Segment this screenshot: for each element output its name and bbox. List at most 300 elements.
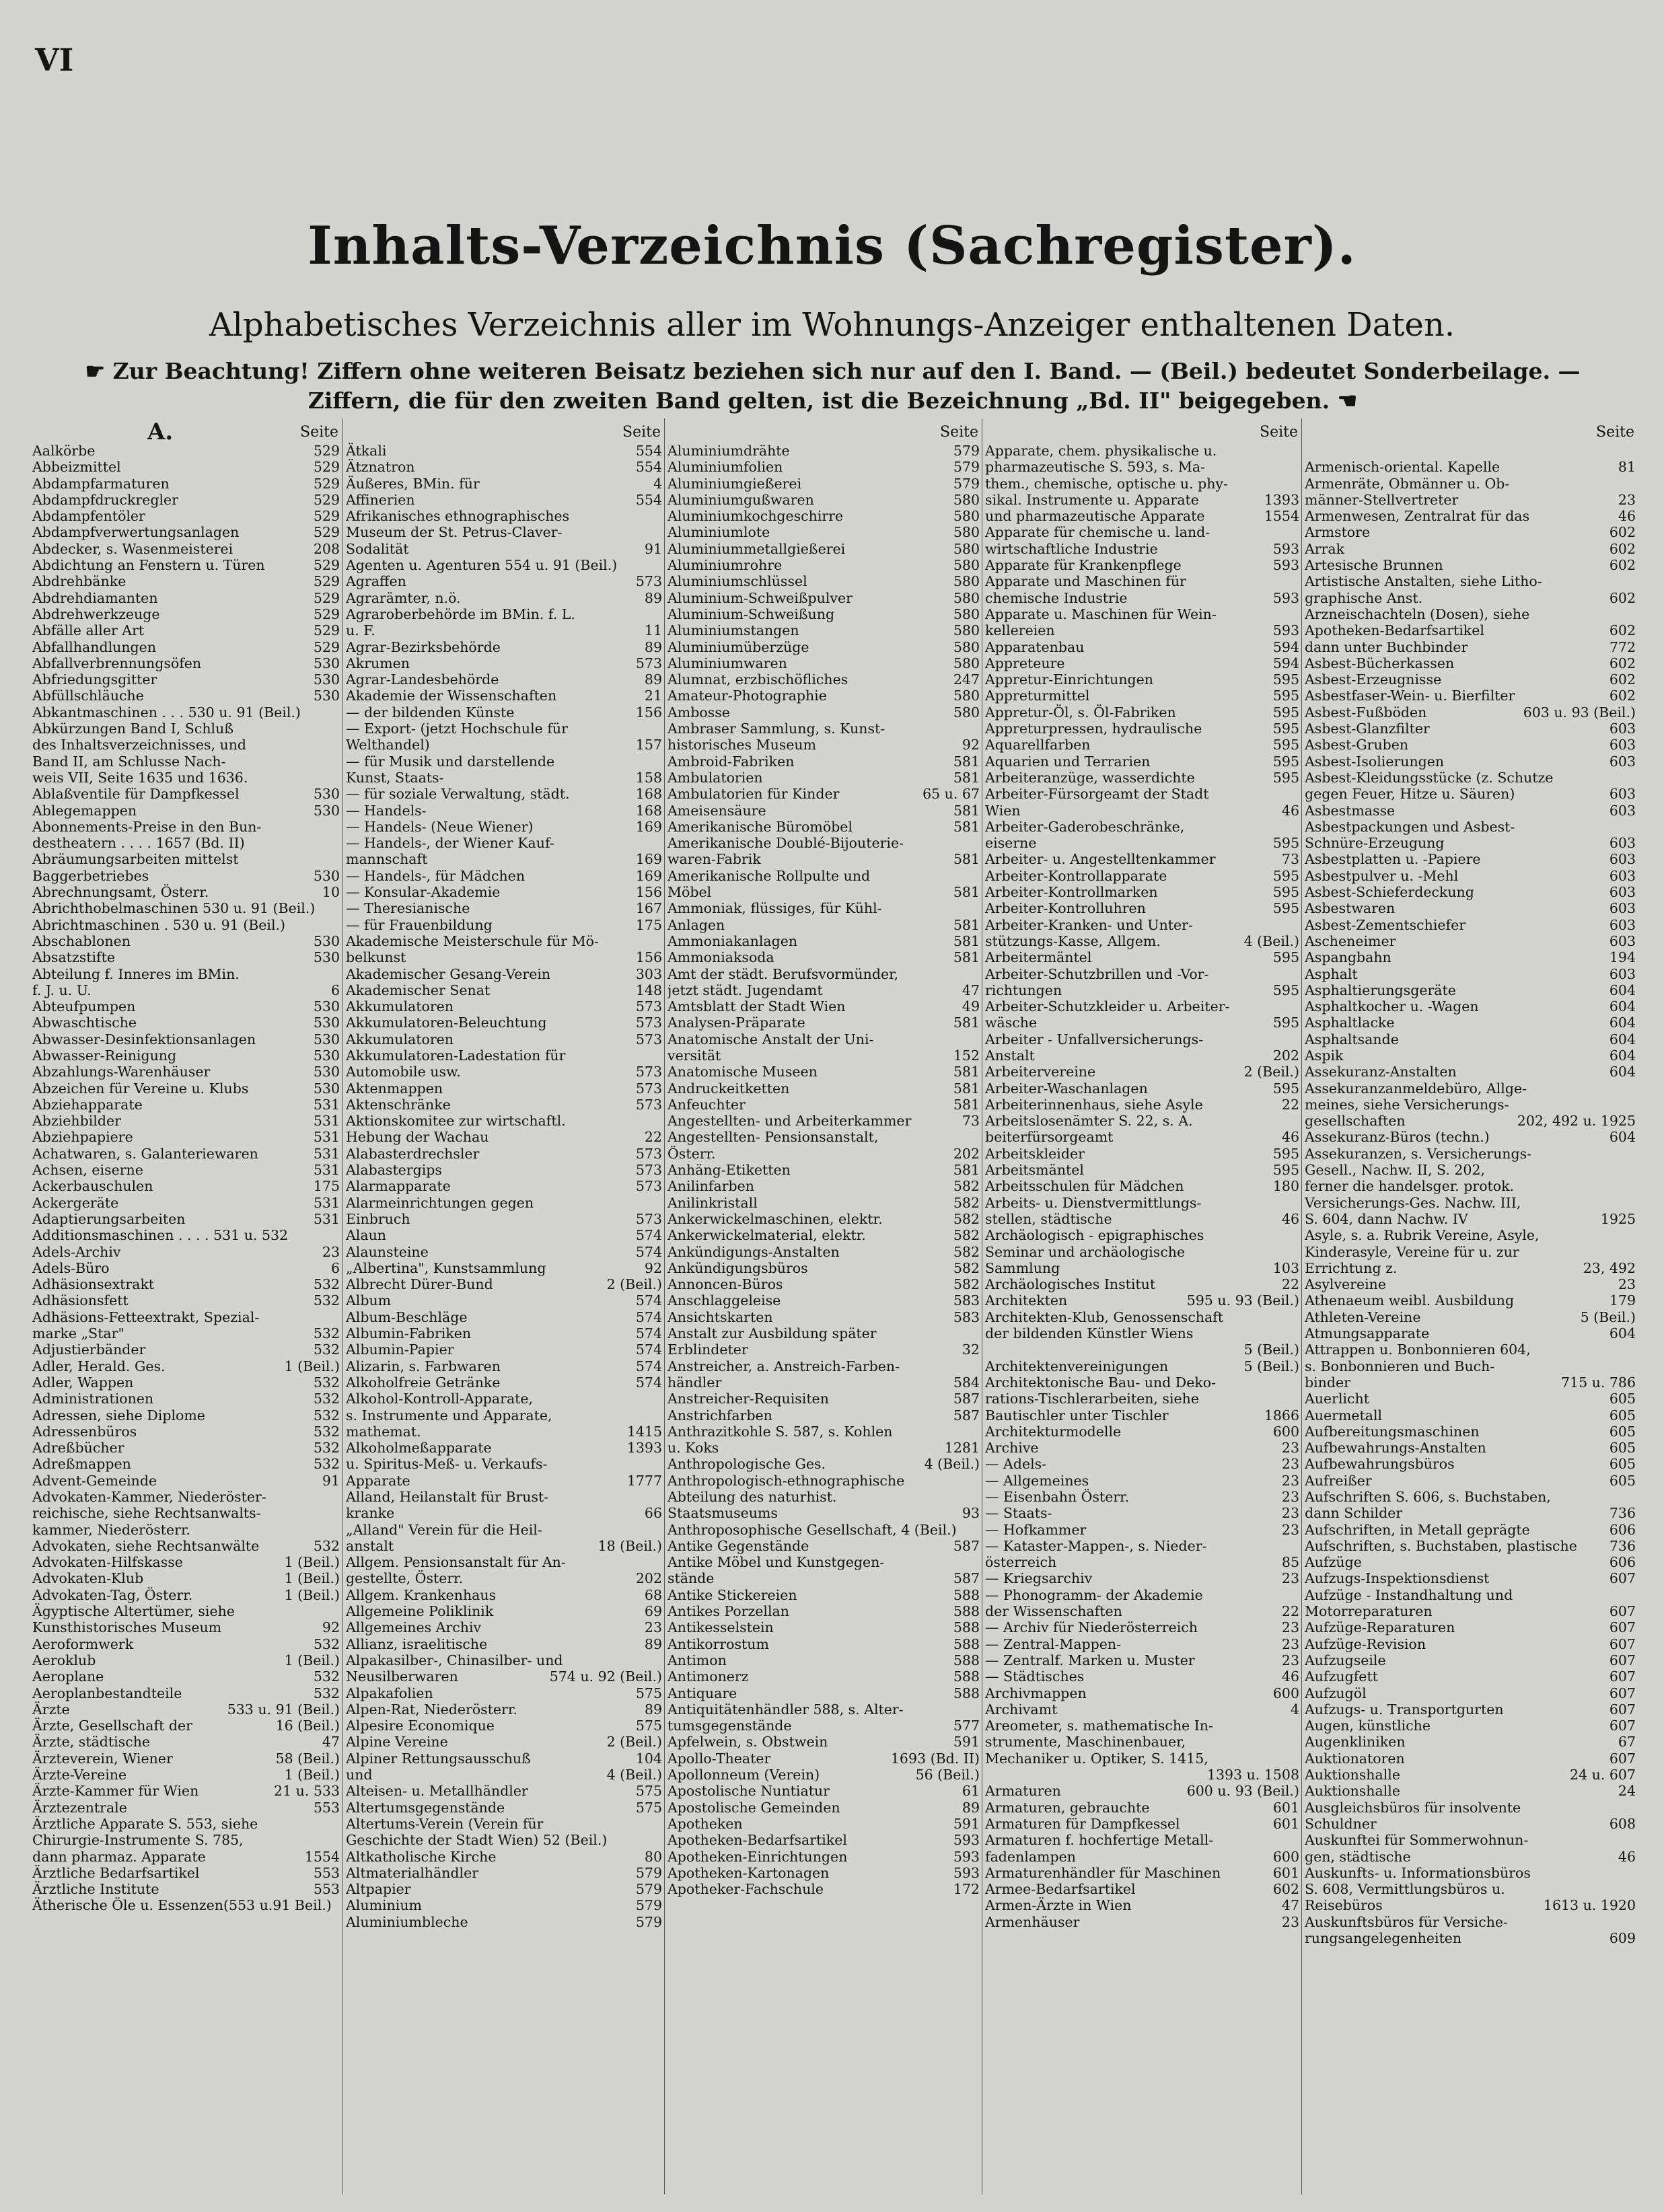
entry-page xyxy=(977,1358,980,1374)
entry-term: Alpiner Rettungsausschuß xyxy=(346,1750,531,1767)
index-entry xyxy=(343,1064,665,1080)
index-entry xyxy=(1302,459,1638,475)
entry-page: 529 xyxy=(313,573,340,590)
index-entry xyxy=(30,1440,342,1456)
index-entry xyxy=(30,1685,342,1701)
index-entry xyxy=(30,753,342,770)
entry-term: — für Musik und darstellende xyxy=(346,753,555,770)
index-entry xyxy=(343,622,665,638)
index-entry xyxy=(343,884,665,900)
entry-page: 22 xyxy=(644,1129,662,1146)
entry-page: 530 xyxy=(313,1047,340,1064)
entry-page: 580 xyxy=(953,605,980,622)
entry-page: 574 xyxy=(635,1292,662,1309)
entry-term: Ascheneimer xyxy=(1305,932,1396,949)
entry-page: 532 xyxy=(313,1325,340,1342)
index-entry xyxy=(665,1341,982,1358)
index-entry xyxy=(1302,835,1638,851)
entry-term: Antiquare xyxy=(667,1685,737,1701)
index-entry xyxy=(1302,1505,1638,1521)
entry-page: 603 xyxy=(1609,721,1636,737)
entry-term: Affinerien xyxy=(346,491,415,508)
entry-term: Abonnements-Preise in den Bun- xyxy=(32,818,262,835)
index-entry xyxy=(1302,966,1638,982)
entry-page: 68 xyxy=(644,1586,662,1603)
index-entry xyxy=(30,1849,342,1865)
index-entry xyxy=(30,1031,342,1047)
index-entry xyxy=(30,1358,342,1374)
entry-page: 574 xyxy=(635,1358,662,1374)
entry-term: Altertumsgegenstände xyxy=(346,1799,505,1816)
entry-page: 46 xyxy=(1281,1129,1299,1146)
entry-term: Auskunftei für Sommerwohnun- xyxy=(1305,1832,1529,1849)
index-entry xyxy=(30,573,342,589)
entry-page: 573 xyxy=(635,655,662,671)
index-entry xyxy=(665,639,982,655)
index-entry xyxy=(30,1701,342,1718)
index-entry xyxy=(343,1097,665,1113)
entry-term: Aufschriften, in Metall geprägte xyxy=(1305,1521,1530,1538)
index-entry xyxy=(1302,1031,1638,1047)
index-entry xyxy=(343,476,665,492)
entry-term: — Kataster-Mappen-, s. Nieder- xyxy=(985,1537,1207,1554)
index-entry xyxy=(343,1522,665,1538)
index-entry xyxy=(665,541,982,557)
index-entry xyxy=(30,1619,342,1635)
index-entry xyxy=(343,1668,665,1685)
index-entry xyxy=(1302,949,1638,965)
entry-term: — Städtisches xyxy=(985,1668,1085,1685)
index-entry xyxy=(343,1701,665,1718)
index-entry xyxy=(982,786,1302,802)
entry-term: Ankerwickelmaschinen, elektr. xyxy=(667,1210,883,1227)
entry-term: Aufzugseile xyxy=(1305,1652,1386,1668)
index-entry xyxy=(665,1701,982,1718)
entry-page: 606 xyxy=(1609,1521,1636,1538)
entry-page: 23 xyxy=(1281,1652,1299,1668)
index-entry xyxy=(343,1914,665,1930)
entry-term: Aufreißer xyxy=(1305,1472,1372,1489)
entry-page: 580 xyxy=(953,573,980,590)
entry-term: Ägyptische Altertümer, siehe xyxy=(32,1603,235,1620)
index-entry xyxy=(1302,737,1638,753)
entry-page: 533 u. 91 (Beil.) xyxy=(227,1701,340,1718)
entry-term: Amerikanische Büromöbel xyxy=(667,818,853,835)
entry-page: 595 xyxy=(1272,671,1299,688)
entry-term: Arrak xyxy=(1305,540,1345,557)
entry-page xyxy=(1633,1800,1636,1816)
entry-page: 532 xyxy=(313,1685,340,1701)
entry-term: Armen-Ärzte in Wien xyxy=(985,1897,1132,1914)
entry-page: 67 xyxy=(1618,1734,1636,1750)
entry-term: kranke xyxy=(346,1505,395,1522)
index-entry xyxy=(1302,1080,1638,1097)
index-entry xyxy=(665,508,982,524)
entry-page: 579 xyxy=(635,1897,662,1914)
entry-page: 609 xyxy=(1609,1930,1636,1947)
entry-term: Kinderasyle, Vereine für u. zur xyxy=(1305,1243,1519,1260)
entry-term: Apotheken-Einrichtungen xyxy=(667,1848,848,1865)
entry-term: Attrappen u. Bonbonnieren 604, xyxy=(1305,1341,1531,1358)
entry-term: Asbest-Fußböden xyxy=(1305,704,1427,721)
entry-term: Alpakafolien xyxy=(346,1685,433,1701)
entry-page: 603 xyxy=(1609,965,1636,982)
entry-term: Abwaschtische xyxy=(32,1015,137,1031)
entry-term: Asbest-Zementschiefer xyxy=(1305,916,1466,933)
entry-page: 11 xyxy=(644,622,662,639)
entry-term: marke „Star" xyxy=(32,1325,124,1342)
index-entry xyxy=(30,1080,342,1097)
entry-page: 554 xyxy=(635,443,662,459)
index-entry xyxy=(982,835,1302,851)
entry-term: Abziehbilder xyxy=(32,1113,121,1130)
entry-page: 532 xyxy=(313,1374,340,1391)
index-entry xyxy=(665,1587,982,1603)
entry-page: 577 xyxy=(953,1718,980,1734)
index-entry xyxy=(982,1538,1302,1554)
entry-term: Ärztliche Bedarfsartikel xyxy=(32,1864,200,1881)
entry-page xyxy=(659,508,662,524)
index-entry xyxy=(343,573,665,589)
entry-page xyxy=(1633,573,1636,589)
entry-page: 1693 (Bd. II) xyxy=(890,1750,980,1767)
seite-label: Seite xyxy=(622,424,661,441)
entry-term: Ausgleichsbüros für insolvente xyxy=(1305,1799,1521,1816)
entry-term: Auskunftsbüros für Versiche- xyxy=(1305,1913,1508,1930)
index-entry xyxy=(665,1636,982,1652)
entry-page: 554 xyxy=(635,459,662,476)
index-entry xyxy=(343,1146,665,1162)
index-entry xyxy=(343,998,665,1015)
entry-term: stellen, städtische xyxy=(985,1210,1112,1227)
index-entry xyxy=(1302,1538,1638,1554)
entry-page: 580 xyxy=(953,508,980,525)
entry-page: 93 xyxy=(962,1505,980,1522)
index-entry xyxy=(343,1767,665,1783)
entry-page: 601 xyxy=(1272,1799,1299,1816)
index-entry xyxy=(665,1816,982,1832)
index-entry xyxy=(30,1162,342,1178)
index-entry xyxy=(343,1129,665,1145)
index-entry xyxy=(665,1015,982,1031)
index-entry xyxy=(982,1064,1302,1080)
index-entry xyxy=(1302,1341,1638,1358)
entry-term: Achatwaren, s. Galanteriewaren xyxy=(32,1145,258,1162)
index-entry xyxy=(343,721,665,737)
index-entry xyxy=(343,786,665,802)
entry-page: 530 xyxy=(313,1064,340,1080)
entry-page: 23 xyxy=(1281,1619,1299,1636)
entry-term: Alkoholmeßapparate xyxy=(346,1440,492,1457)
entry-page: 573 xyxy=(635,1064,662,1080)
index-entry xyxy=(30,1325,342,1341)
index-entry xyxy=(343,590,665,606)
entry-page: 579 xyxy=(635,1881,662,1898)
index-entry xyxy=(1302,541,1638,557)
entry-page: 595 xyxy=(1272,867,1299,884)
entry-page: 595 u. 93 (Beil.) xyxy=(1186,1292,1299,1309)
entry-page xyxy=(337,770,340,786)
entry-term: Anthroposophische Gesellschaft, 4 (Beil.) xyxy=(667,1521,957,1538)
entry-term: Ambroid-Fabriken xyxy=(667,753,795,770)
index-entry xyxy=(1302,1930,1638,1946)
entry-term: Adreßmappen xyxy=(32,1456,131,1473)
entry-term: Asyle, s. a. Rubrik Vereine, Asyle, xyxy=(1305,1227,1540,1244)
entry-term: Versicherungs-Ges. Nachw. III, xyxy=(1305,1194,1521,1211)
entry-term: Athenaeum weibl. Ausbildung xyxy=(1305,1292,1515,1309)
entry-term: Neusilberwaren xyxy=(346,1668,458,1685)
index-entry xyxy=(343,900,665,916)
index-entry xyxy=(665,1309,982,1325)
entry-page: 167 xyxy=(635,900,662,917)
index-entry xyxy=(343,1783,665,1799)
index-entry xyxy=(1302,1276,1638,1292)
entry-page: 573 xyxy=(635,1145,662,1162)
index-entry xyxy=(1302,655,1638,671)
entry-page: 605 xyxy=(1609,1423,1636,1440)
index-entry xyxy=(1302,1244,1638,1260)
index-entry xyxy=(982,721,1302,737)
entry-term: gestellte, Österr. xyxy=(346,1570,464,1587)
entry-page: 581 xyxy=(953,949,980,966)
entry-term: Additionsmaschinen . . . . 531 u. 532 xyxy=(32,1227,289,1244)
index-entry xyxy=(1302,753,1638,770)
entry-term: Akkumulatoren xyxy=(346,998,454,1015)
entry-page: 6 xyxy=(330,1259,340,1276)
entry-page: 607 xyxy=(1609,1603,1636,1620)
entry-term: Abdampfdruckregler xyxy=(32,491,178,508)
entry-term: Asylvereine xyxy=(1305,1276,1386,1293)
index-entry xyxy=(343,1456,665,1472)
index-entry xyxy=(343,819,665,835)
entry-page: 23 xyxy=(1618,1276,1636,1293)
entry-term: Abteufpumpen xyxy=(32,998,136,1015)
entry-term: Aluminiumlote xyxy=(667,524,770,541)
entry-page: 574 xyxy=(635,1243,662,1260)
index-entry xyxy=(982,606,1302,622)
index-entry xyxy=(1302,1718,1638,1734)
index-entry xyxy=(1302,1865,1638,1881)
entry-page: 531 xyxy=(313,1129,340,1146)
entry-term: tumsgegenstände xyxy=(667,1718,792,1734)
entry-term: gen, städtische xyxy=(1305,1848,1411,1865)
entry-term: Alland, Heilanstalt für Brust- xyxy=(346,1489,549,1505)
entry-page xyxy=(1297,1750,1299,1767)
entry-page: 1281 xyxy=(944,1440,980,1457)
index-entry xyxy=(982,770,1302,786)
index-entry xyxy=(982,1015,1302,1031)
index-entry xyxy=(343,524,665,540)
index-entry xyxy=(665,1162,982,1178)
entry-term: — Konsular-Akademie xyxy=(346,884,501,901)
entry-term: them., chemische, optische u. phy- xyxy=(985,475,1228,492)
index-entry xyxy=(665,1374,982,1391)
entry-page: 602 xyxy=(1609,688,1636,704)
entry-term: Augen, künstliche xyxy=(1305,1718,1431,1734)
entry-term: Mechaniker u. Optiker, S. 1415, xyxy=(985,1750,1208,1767)
entry-term: Apostolische Gemeinden xyxy=(667,1799,840,1816)
entry-term: wirtschaftliche Industrie xyxy=(985,540,1158,557)
index-entry xyxy=(1302,1260,1638,1276)
index-entry xyxy=(982,573,1302,589)
entry-term: Abteilung des naturhist. xyxy=(667,1489,837,1505)
index-entry xyxy=(30,671,342,688)
entry-page: 588 xyxy=(953,1619,980,1636)
entry-page: 49 xyxy=(962,998,980,1015)
entry-term: Ablegemappen xyxy=(32,802,137,819)
entry-page: 85 xyxy=(1281,1554,1299,1571)
entry-term: Aufschriften S. 606, s. Buchstaben, xyxy=(1305,1489,1551,1505)
entry-page: 73 xyxy=(1281,851,1299,868)
entry-page: 604 xyxy=(1609,1031,1636,1047)
index-entry xyxy=(982,1701,1302,1718)
entry-term: Amt der städt. Berufsvormünder, xyxy=(667,965,899,982)
entry-term: Architektonische Bau- und Deko- xyxy=(985,1374,1217,1391)
entry-term: Asbestfaser-Wein- u. Bierfilter xyxy=(1305,688,1515,704)
entry-page: 157 xyxy=(635,737,662,753)
entry-term: Abrichtmaschinen . 530 u. 91 (Beil.) xyxy=(32,916,286,933)
entry-page xyxy=(977,868,980,884)
entry-term: Alarmapparate xyxy=(346,1178,451,1195)
entry-page: 588 xyxy=(953,1685,980,1701)
entry-term: Ammoniakanlagen xyxy=(667,932,798,949)
index-entry xyxy=(982,1897,1302,1913)
index-entry xyxy=(1302,982,1638,998)
index-entry xyxy=(343,1718,665,1734)
entry-term: Artistische Anstalten, siehe Litho- xyxy=(1305,573,1542,590)
entry-page: 602 xyxy=(1609,524,1636,541)
entry-page: 532 xyxy=(313,1537,340,1554)
index-entry xyxy=(343,1080,665,1097)
entry-page: 532 xyxy=(313,1635,340,1652)
index-entry xyxy=(1302,1701,1638,1718)
entry-term: Automobile usw. xyxy=(346,1064,461,1080)
entry-page: 595 xyxy=(1272,688,1299,704)
entry-page: 529 xyxy=(313,524,340,541)
index-entry xyxy=(982,1554,1302,1570)
entry-page: 580 xyxy=(953,638,980,655)
entry-term: s. Instrumente und Apparate, xyxy=(346,1407,552,1424)
entry-term: Ankerwickelmaterial, elektr. xyxy=(667,1227,866,1244)
index-entry xyxy=(1302,819,1638,835)
entry-page: 595 xyxy=(1272,949,1299,966)
index-entry xyxy=(343,1473,665,1489)
index-entry xyxy=(343,982,665,998)
entry-term: Adler, Herald. Ges. xyxy=(32,1358,166,1374)
entry-term: Apotheken-Kartonagen xyxy=(667,1864,830,1881)
entry-term: belkunst xyxy=(346,949,406,966)
index-entry xyxy=(30,835,342,851)
entry-page xyxy=(1297,1244,1299,1260)
entry-term: Anstalt zur Ausbildung später xyxy=(667,1325,877,1342)
entry-page: 529 xyxy=(313,508,340,525)
entry-term: Architektenvereinigungen xyxy=(985,1358,1169,1374)
entry-term: Aquarien und Terrarien xyxy=(985,753,1151,770)
entry-term: Appretur-Öl, s. Öl-Fabriken xyxy=(985,704,1176,721)
index-entry xyxy=(1302,476,1638,492)
entry-page: 580 xyxy=(953,540,980,557)
entry-term: Äußeres, BMin. für xyxy=(346,475,480,492)
index-entry xyxy=(30,639,342,655)
entry-term: — Staats- xyxy=(985,1505,1052,1522)
index-entry xyxy=(1302,1129,1638,1145)
entry-term: Allianz, israelitische xyxy=(346,1635,488,1652)
index-entry xyxy=(30,982,342,998)
entry-page xyxy=(1297,1587,1299,1603)
index-entry xyxy=(982,1881,1302,1897)
entry-term: Abfriedungsgitter xyxy=(32,671,157,688)
index-column xyxy=(342,418,665,2195)
index-entry xyxy=(343,1587,665,1603)
entry-term: richtungen xyxy=(985,982,1062,998)
index-entry xyxy=(665,1505,982,1521)
entry-term: Arbeitermäntel xyxy=(985,949,1092,966)
entry-term: Amerikanische Rollpulte und xyxy=(667,867,871,884)
entry-term: Aktenschränke xyxy=(346,1096,451,1113)
index-entry xyxy=(665,590,982,606)
entry-page: 21 u. 533 xyxy=(274,1783,340,1800)
entry-term: Analysen-Präparate xyxy=(667,1015,805,1031)
index-entry xyxy=(665,1358,982,1374)
entry-term: Band II, am Schlusse Nach- xyxy=(32,753,226,770)
entry-page: 24 u. 607 xyxy=(1570,1767,1636,1783)
entry-term: Asphaltsande xyxy=(1305,1031,1399,1047)
entry-page: 587 xyxy=(953,1570,980,1587)
index-entry xyxy=(665,1211,982,1227)
entry-term: Aufzugfett xyxy=(1305,1668,1378,1685)
entry-term: Antimonerz xyxy=(667,1668,749,1685)
entry-term: Arbeitsschulen für Mädchen xyxy=(985,1178,1184,1195)
entry-term: Armenisch-oriental. Kapelle xyxy=(1305,459,1500,476)
entry-page: 581 xyxy=(953,884,980,901)
entry-page xyxy=(977,1522,980,1538)
entry-page: 593 xyxy=(1272,540,1299,557)
index-entry xyxy=(343,1276,665,1292)
entry-page xyxy=(1297,1227,1299,1243)
entry-term: Aufzüge-Revision xyxy=(1305,1635,1426,1652)
entry-page: 581 xyxy=(953,932,980,949)
entry-page: 607 xyxy=(1609,1701,1636,1718)
entry-page: 607 xyxy=(1609,1668,1636,1685)
entry-page: 92 xyxy=(322,1619,340,1636)
entry-term: Apparate für chemische u. land- xyxy=(985,524,1210,541)
index-entry xyxy=(982,443,1302,459)
entry-term: u. Spiritus-Meß- u. Verkaufs- xyxy=(346,1456,548,1473)
entry-page: 530 xyxy=(313,998,340,1015)
entry-page: 603 xyxy=(1609,786,1636,803)
index-entry xyxy=(343,803,665,819)
entry-term: Anthrazitkohle S. 587, s. Kohlen xyxy=(667,1423,893,1440)
entry-page xyxy=(1297,1325,1299,1341)
index-entry xyxy=(30,1129,342,1145)
entry-page: 573 xyxy=(635,573,662,590)
entry-page xyxy=(1297,1374,1299,1391)
entry-page: 553 xyxy=(313,1864,340,1881)
index-entry xyxy=(982,868,1302,884)
entry-term: Aufzüge xyxy=(1305,1554,1362,1571)
entry-term: Anatomische Anstalt der Uni- xyxy=(667,1031,874,1047)
entry-term: Armaturen, gebrauchte xyxy=(985,1799,1150,1816)
entry-term: Altertums-Verein (Verein für xyxy=(346,1815,544,1832)
entry-page: 595 xyxy=(1272,737,1299,753)
entry-term: Auktionshalle xyxy=(1305,1767,1400,1783)
index-entry xyxy=(30,1816,342,1832)
index-entry xyxy=(982,1407,1302,1424)
entry-page xyxy=(1633,1832,1636,1848)
index-entry xyxy=(1302,443,1638,459)
entry-term: Abzeichen für Vereine u. Klubs xyxy=(32,1080,249,1097)
index-entry xyxy=(1302,1800,1638,1816)
